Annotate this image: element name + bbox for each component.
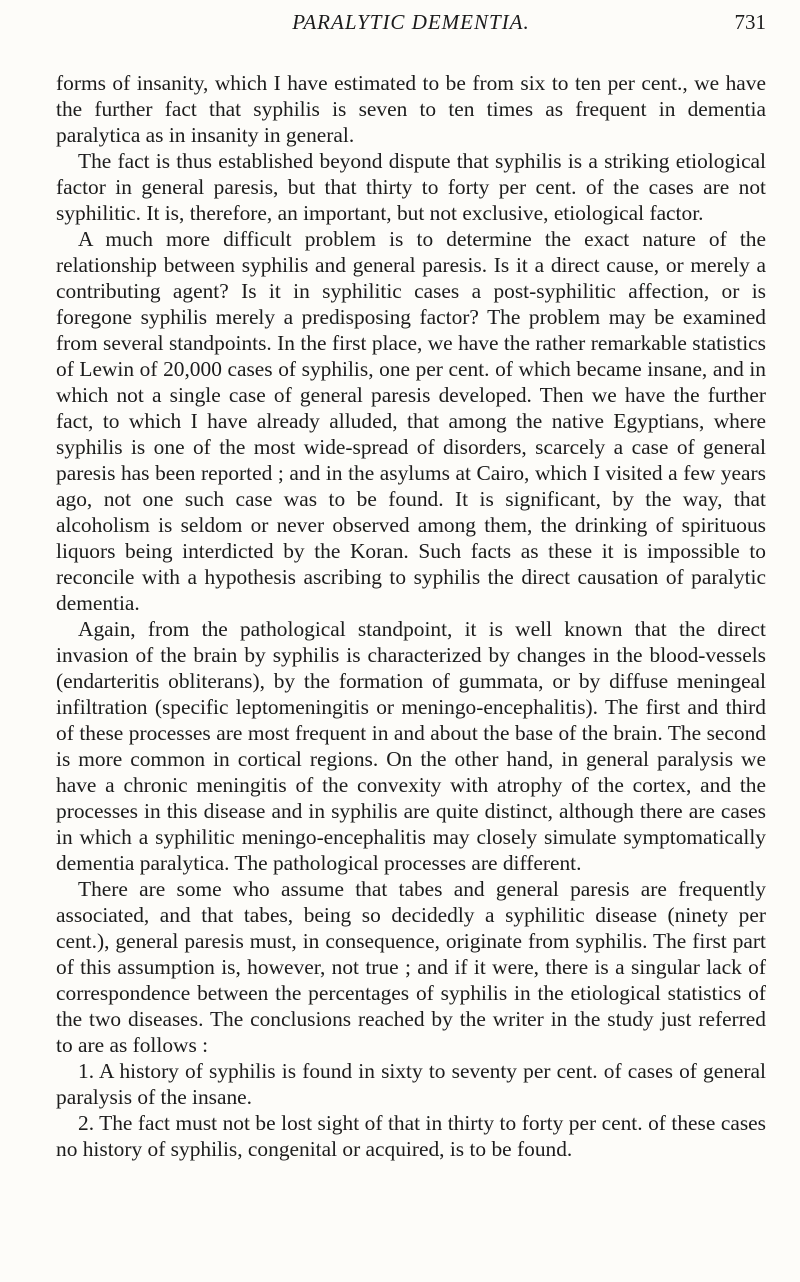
- paragraph-continuation: forms of insanity, which I have estimated to be from six to ten per cent., we have the further fact that syphilis is seven to ten times as frequent in dementia paralytica as in insanity in general.: [56, 71, 766, 147]
- page-body: [56, 70, 766, 1162]
- running-head: PARALYTIC DEMENTIA.: [292, 10, 530, 34]
- list-item-conclusion-1: 1. A history of syphilis is found in sixty to seventy per cent. of cases of general paralysis of the insane.: [56, 1059, 766, 1109]
- paragraph-etiological-factor: The fact is thus established beyond dispute that syphilis is a striking etiological factor in general paresis, but that thirty to forty per cent. of the cases are not syphilitic. It is, therefore, an important, but not exclusive, etiological factor.: [56, 149, 766, 225]
- paragraph-pathological-standpoint: Again, from the pathological standpoint, it is well known that the direct invasion of the brain by syphilis is characterized by changes in the blood-vessels (endarteritis obliterans), by the formation of gummata, or by diffuse meningeal infiltration (specific leptomeningitis or meningo-encephalitis). The first and third of these processes are most frequent in and about the base of the brain. The second is more common in cortical regions. On the other hand, in general paralysis we have a chronic meningitis of the convexity with atrophy of the cortex, and the processes in this disease and in syphilis are quite distinct, although there are cases in which a syphilitic meningo-encephalitis may closely simulate symptomatically dementia paralytica. The pathological processes are different.: [56, 617, 766, 875]
- paragraph-tabes-association: There are some who assume that tabes and general paresis are frequently associated, and that tabes, being so decidedly a syphilitic disease (ninety per cent.), general paresis must, in consequence, originate from syphilis. The first part of this assumption is, however, not true ; and if it were, there is a singular lack of correspondence between the percentages of syphilis in the etiological statistics of the two diseases. The conclusions reached by the writer in the study just referred to are as follows :: [56, 877, 766, 1057]
- page-header: [56, 2, 766, 38]
- paragraph-relationship-problem: A much more difficult problem is to determine the exact nature of the relationship between syphilis and general paresis. Is it a direct cause, or merely a contributing agent? Is it in syphilitic cases a post-syphilitic affection, or is foregone syphilis merely a predisposing factor? The problem may be examined from several standpoints. In the first place, we have the rather remarkable statistics of Lewin of 20,000 cases of syphilis, one per cent. of which became insane, and in which not a single case of general paresis developed. Then we have the further fact, to which I have already alluded, that among the native Egyptians, where syphilis is one of the most wide-spread of disorders, scarcely a case of general paresis has been reported ; and in the asylums at Cairo, which I visited a few years ago, not one such case was to be found. It is significant, by the way, that alcoholism is seldom or never observed among them, the drinking of spirituous liquors being interdicted by the Koran. Such facts as these it is impossible to reconcile with a hypothesis ascribing to syphilis the direct causation of paralytic dementia.: [56, 227, 766, 615]
- list-item-conclusion-2: 2. The fact must not be lost sight of that in thirty to forty per cent. of these cases no history of syphilis, congenital or acquired, is to be found.: [56, 1111, 766, 1161]
- page-number: 731: [734, 10, 766, 34]
